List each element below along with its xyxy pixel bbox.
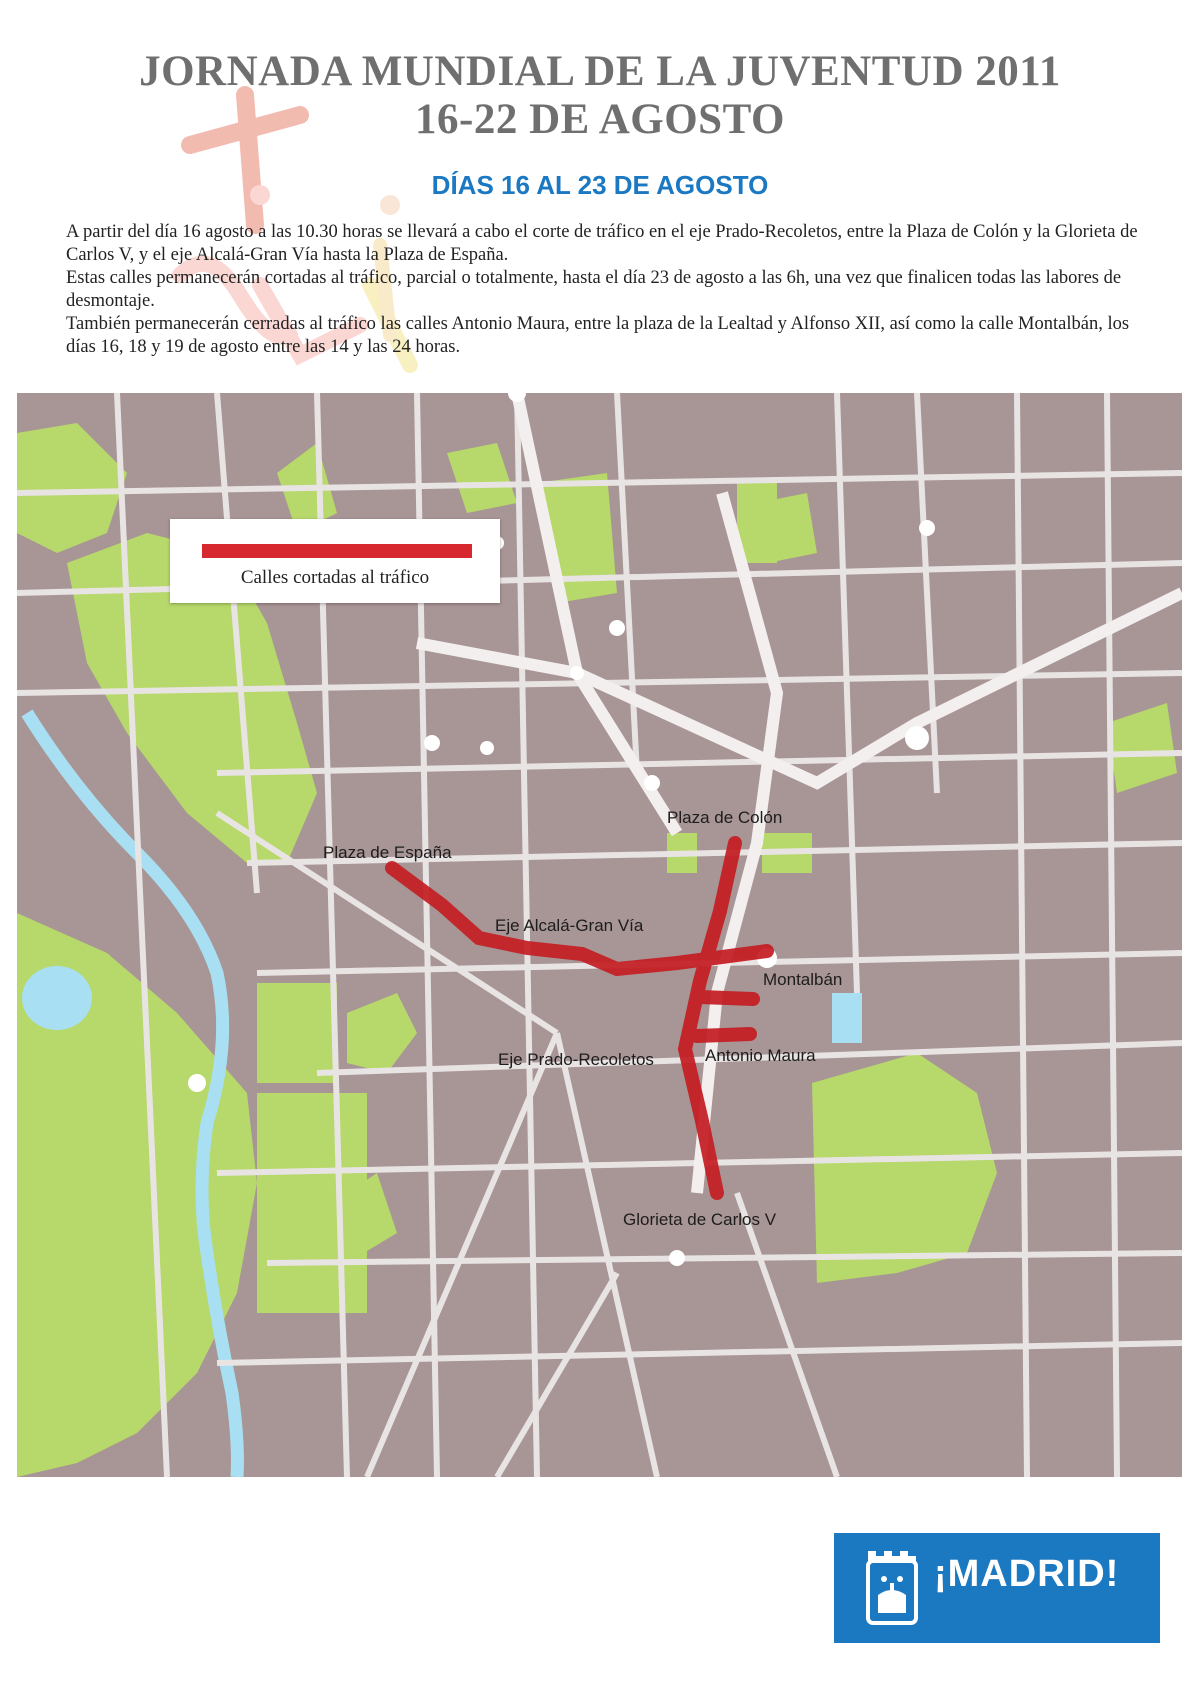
madrid-coat-of-arms-icon xyxy=(862,1547,922,1629)
map-legend xyxy=(170,519,500,603)
retiro-pond xyxy=(832,993,862,1043)
intro-paragraph-3: También permanecerán cerradas al tráfico las calles Antonio Maura, entre la plaza de la Lealtad y Alfonso XII, así como la calle Montalbán, los días 16, 18 y 19 de agosto entre las 14 y las 24 horas. xyxy=(66,314,1130,357)
pond xyxy=(22,966,92,1030)
legend-label: Calles cortadas al tráfico xyxy=(240,567,430,588)
page-title xyxy=(0,48,1200,144)
label-montalban: Montalbán xyxy=(763,970,843,989)
label-plaza-espana: Plaza de España xyxy=(323,843,452,862)
madrid-logo xyxy=(834,1533,1160,1643)
legend-closed-street-swatch xyxy=(202,544,472,558)
title-line-1: JORNADA MUNDIAL DE LA JUVENTUD 2011 xyxy=(139,48,1061,95)
closure-antonio-maura xyxy=(697,1034,750,1036)
closure-montalban xyxy=(700,997,753,999)
intro-paragraph-2: Estas calles permanecerán cortadas al tráfico, parcial o totalmente, hasta el día 23 de agosto a las 6h, una vez que finalicen todas las labores de desmontaje. xyxy=(66,268,1122,311)
madrid-logo-text: ¡MADRID! xyxy=(934,1553,1120,1595)
label-antonio-maura: Antonio Maura xyxy=(705,1046,816,1065)
page-subtitle: DÍAS 16 AL 23 DE AGOSTO xyxy=(431,170,769,200)
label-eje-alcala: Eje Alcalá-Gran Vía xyxy=(495,916,644,935)
label-eje-prado: Eje Prado-Recoletos xyxy=(498,1050,654,1069)
label-plaza-colon: Plaza de Colón xyxy=(667,808,783,827)
intro-text xyxy=(66,221,1146,359)
intro-paragraph-1: A partir del día 16 agosto a las 10.30 horas se llevará a cabo el corte de tráfico en el eje Prado-Recoletos, entre la Plaza de Colón y la Glorieta de Carlos V, y el eje Alcalá-Gran Vía hasta la Plaza de España. xyxy=(66,222,1138,265)
title-line-2: 16-22 DE AGOSTO xyxy=(415,96,785,143)
label-glorieta: Glorieta de Carlos V xyxy=(623,1210,777,1229)
